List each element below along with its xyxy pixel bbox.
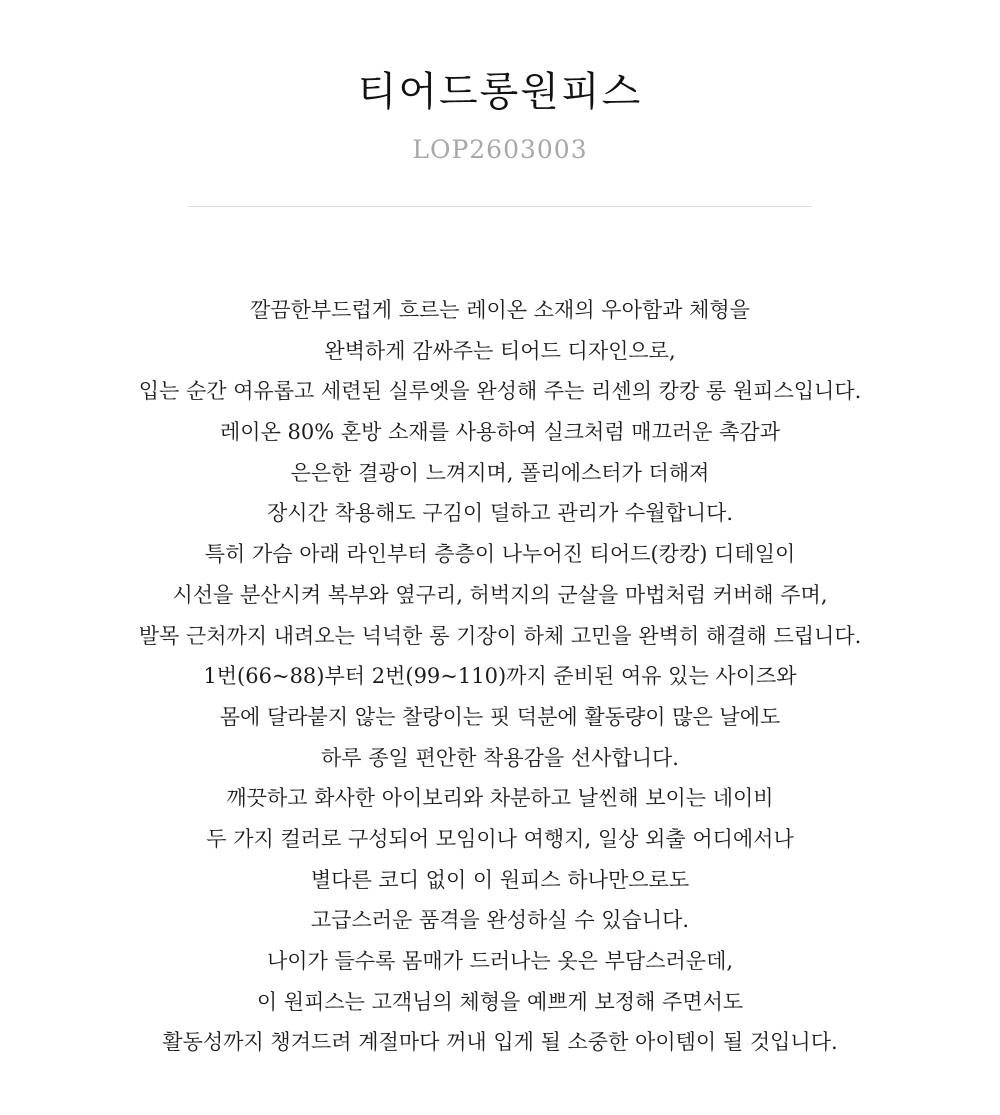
- description-line: 깨끗하고 화사한 아이보리와 차분하고 날씬해 보이는 네이비: [226, 786, 774, 811]
- divider: [188, 206, 812, 207]
- description-line: 활동성까지 챙겨드려 계절마다 꺼내 입게 될 소중한 아이템이 될 것입니다.: [162, 1030, 838, 1055]
- description-line: 별다른 코디 없이 이 원피스 하나만으로도: [310, 867, 690, 892]
- description-line: 하루 종일 편안한 착용감을 선사합니다.: [321, 745, 679, 770]
- description-line: 깔끔한부드럽게 흐르는 레이온 소재의 우아함과 체형을: [250, 298, 750, 322]
- description-line: 고급스러운 품격을 완성하실 수 있습니다.: [310, 908, 690, 933]
- product-title: 티어드롱원피스: [357, 69, 643, 115]
- description-line: 장시간 착용해도 구김이 덜하고 관리가 수월합니다.: [266, 501, 734, 526]
- description-line: 나이가 들수록 몸매가 드러나는 옷은 부담스러운데,: [266, 949, 734, 973]
- description-line: 레이온 80% 혼방 소재를 사용하여 실크처럼 매끄러운 촉감과: [220, 420, 780, 445]
- product-description: [0, 290, 1000, 1063]
- description-line: 은은한 결광이 느껴지며, 폴리에스터가 더해져: [290, 460, 710, 485]
- description-line: 이 원피스는 고객님의 체형을 예쁘게 보정해 주면서도: [256, 989, 744, 1014]
- description-line: 발목 근처까지 내려오는 넉넉한 롱 기장이 하체 고민을 완벽히 해결해 드립니다.: [138, 623, 862, 648]
- description-line: 완벽하게 감싸주는 티어드 디자인으로,: [324, 338, 676, 363]
- description-line: 몸에 달라붙지 않는 찰랑이는 핏 덕분에 활동량이 많은 날에도: [219, 704, 781, 729]
- description-line: 시선을 분산시켜 복부와 옆구리, 허벅지의 군살을 마법처럼 커버해 주며,: [172, 582, 828, 607]
- description-line: 두 가지 컬러로 구성되어 모임이나 여행지, 일상 외출 어디에서나: [206, 826, 794, 851]
- description-line: 특히 가슴 아래 라인부터 층층이 나누어진 티어드(캉캉) 디테일이: [204, 542, 796, 567]
- description-line: 입는 순간 여유롭고 세련된 실루엣을 완성해 주는 리센의 캉캉 롱 원피스입니다.: [138, 379, 862, 404]
- description-line: 1번(66~88)부터 2번(99~110)까지 준비된 여유 있는 사이즈와: [203, 664, 797, 689]
- product-code: LOP2603003: [412, 135, 588, 164]
